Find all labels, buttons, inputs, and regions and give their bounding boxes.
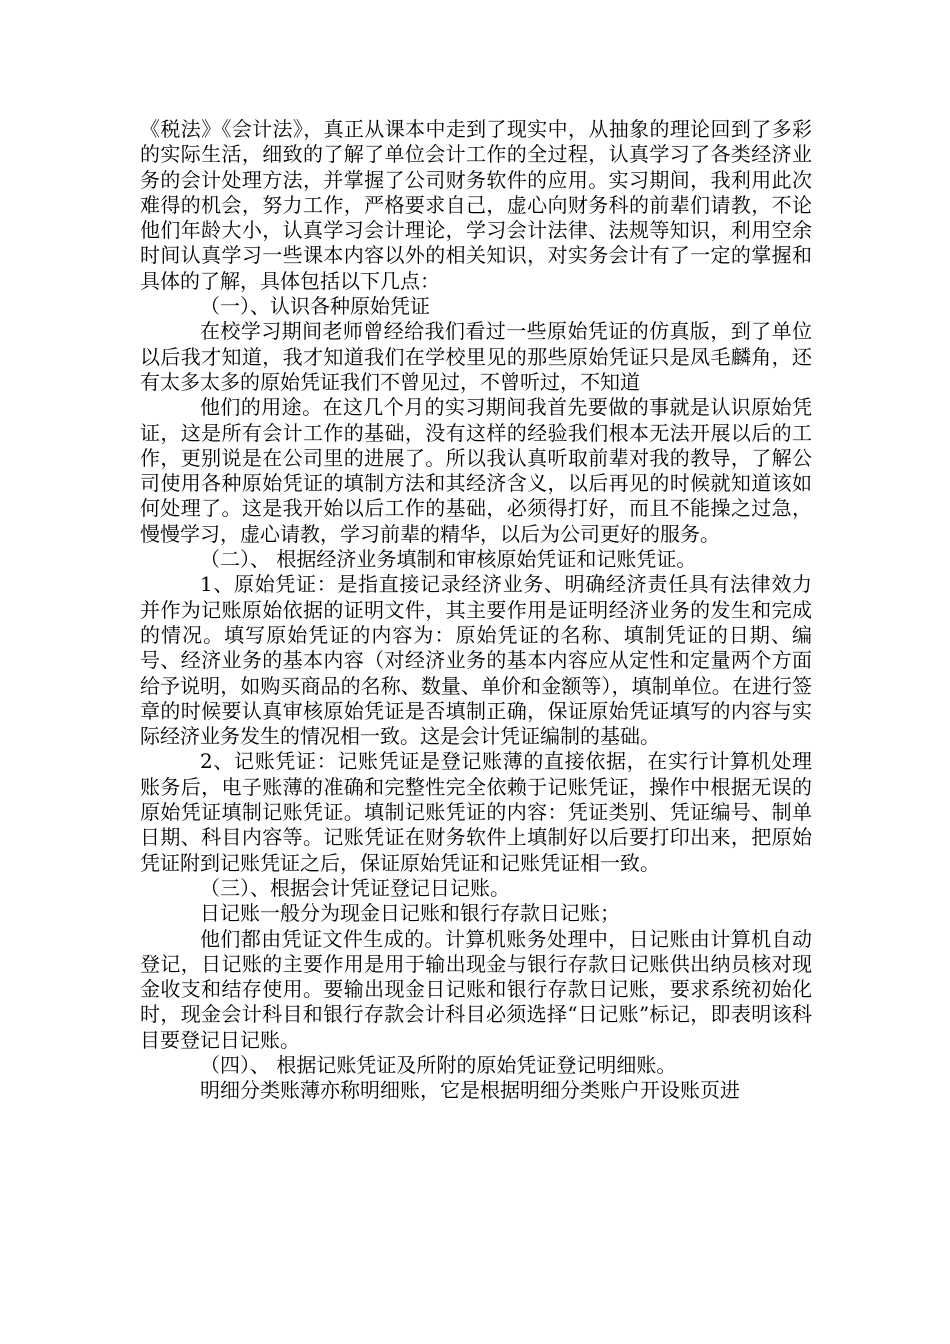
section-heading-2: （二）、 根据经济业务填制和审核原始凭证和记账凭证。: [200, 547, 697, 572]
paragraph-4a: 明细分类账薄亦称明细账，它是根据明细分类账户开设账页进: [200, 1078, 740, 1103]
section-heading-4: （四）、 根据记账凭证及所附的原始凭证登记明细账。: [200, 1052, 677, 1077]
section-heading-3: （三）、根据会计凭证登记日记账。: [200, 875, 510, 900]
paragraph-1a: 在校学习期间老师曾经给我们看过一些原始凭证的仿真版，到了单位以后我才知道，我才知道我们在学校里见的那些原始凭证只是凤毛麟角，还有太多太多的原始凭证我们不曾见过，不曾听过，不知道: [140, 319, 812, 394]
paragraph-1b: 他们的用途。在这几个月的实习期间我首先要做的事就是认识原始凭证，这是所有会计工作的基础，没有这样的经验我们根本无法开展以后的工作，更别说是在公司里的进展了。所以我认真听取前辈对我的教导，了解公司使用各种原始凭证的填制方法和其经济含义，以后再见的时候就知道该如何处理了。这是我开始以后工作的基础，必须得打好，而且不能操之过急，慢慢学习，虚心请教，学习前辈的精华，以后为公司更好的服务。: [140, 395, 812, 546]
paragraph-intro: 《税法》《会计法》，真正从课本中走到了现实中，从抽象的理论回到了多彩的实际生活，细致的了解了单位会计工作的全过程，认真学习了各类经济业务的会计处理方法，并掌握了公司财务软件的应用。实习期间，我利用此次难得的机会，努力工作，严格要求自己，虚心向财务科的前辈们请教，不论他们年龄大小，认真学习会计理论，学习会计法律、法规等知识，利用空余时间认真学习一些课本内容以外的相关知识，对实务会计有了一定的掌握和具体的了解，具体包括以下几点：: [140, 117, 812, 293]
document-body: [140, 117, 812, 1104]
paragraph-3b: 他们都由凭证文件生成的。计算机账务处理中，日记账由计算机自动登记，日记账的主要作用是用于输出现金与银行存款日记账供出纳员核对现金收支和结存使用。要输出现金日记账和银行存款日记账，要求系统初始化时，现金会计科目和银行存款会计科目必须选择“日记账”标记，即表明该科目要登记日记账。: [140, 926, 812, 1052]
paragraph-2b: 2、记账凭证：记账凭证是登记账薄的直接依据，在实行计算机处理账务后，电子账薄的准确和完整性完全依赖于记账凭证，操作中根据无误的原始凭证填制记账凭证。填制记账凭证的内容：凭证类别、凭证编号、制单日期、科目内容等。记账凭证在财务软件上填制好以后要打印出来，把原始凭证附到记账凭证之后，保证原始凭证和记账凭证相一致。: [140, 749, 812, 875]
paragraph-2a: 1、原始凭证：是指直接记录经济业务、明确经济责任具有法律效力并作为记账原始依据的证明文件，其主要作用是证明经济业务的发生和完成的情况。填写原始凭证的内容为：原始凭证的名称、填制凭证的日期、编号、经济业务的基本内容（对经济业务的基本内容应从定性和定量两个方面给予说明，如购买商品的名称、数量、单价和金额等），填制单位。在进行签章的时候要认真审核原始凭证是否填制正确，保证原始凭证填写的内容与实际经济业务发生的情况相一致。这是会计凭证编制的基础。: [140, 572, 812, 749]
section-heading-1: （一）、认识各种原始凭证: [200, 294, 430, 319]
paragraph-3a: 日记账一般分为现金日记账和银行存款日记账；: [200, 901, 620, 926]
